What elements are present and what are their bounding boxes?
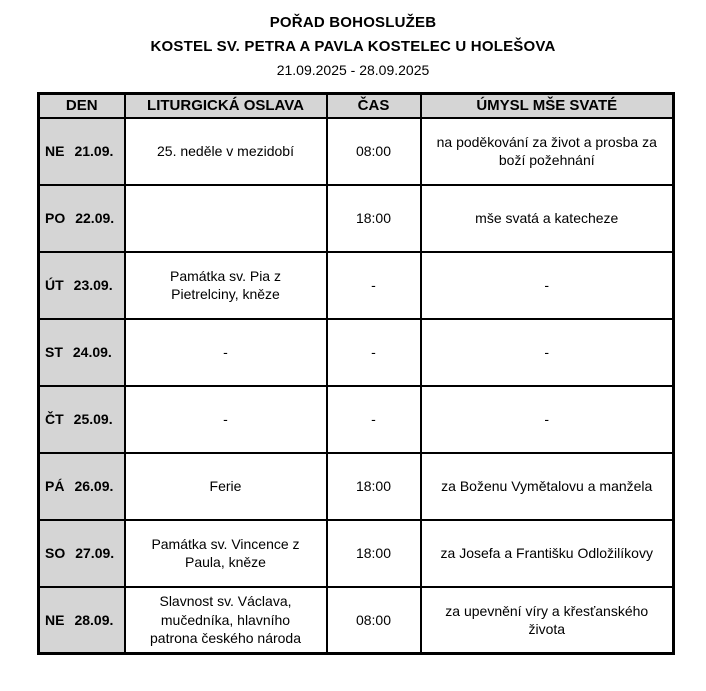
day-cell [39,185,125,252]
table-row [39,252,674,319]
day-cell [39,252,125,319]
table-row [39,386,674,453]
celebration-cell: Ferie [125,453,327,520]
table-row [39,453,674,520]
celebration-cell [125,185,327,252]
time-cell: 18:00 [327,453,421,520]
table-row [39,520,674,587]
celebration-cell: Slavnost sv. Václava, mučedníka, hlavního patrona českého národa [125,587,327,654]
day-cell [39,520,125,587]
intention-cell: na poděkování za život a prosba za boží požehnání [421,118,674,185]
day-date: 23.09. [73,276,113,293]
day-date: 28.09. [74,611,114,628]
day-date: 27.09. [75,544,115,561]
header-row [39,94,674,118]
day-abbr: ČT [45,410,64,427]
page-title: POŘAD BOHOSLUŽEB [269,14,437,31]
day-cell [39,386,125,453]
celebration-cell: Památka sv. Vincence z Paula, kněze [125,520,327,587]
day-abbr: NE [45,611,65,628]
table-row [39,118,674,185]
day-abbr: PO [45,209,66,226]
time-cell: - [327,319,421,386]
date-range: 21.09.2025 - 28.09.2025 [276,62,430,78]
time-cell: 08:00 [327,118,421,185]
time-cell: - [327,386,421,453]
celebration-cell: Památka sv. Pia z Pietrelciny, kněze [125,252,327,319]
intention-cell: - [421,252,674,319]
time-cell: 18:00 [327,185,421,252]
col-header-liturgicka-oslava: LITURGICKÁ OSLAVA [125,94,327,118]
day-abbr: PÁ [45,477,65,494]
table-row [39,587,674,654]
schedule-table [37,92,675,655]
day-cell [39,587,125,654]
day-date: 22.09. [75,209,115,226]
day-date: 25.09. [73,410,113,427]
document-header [0,0,706,78]
day-cell [39,118,125,185]
day-date: 24.09. [72,343,112,360]
intention-cell: - [421,319,674,386]
celebration-cell: 25. neděle v mezidobí [125,118,327,185]
table-row [39,319,674,386]
col-header-cas: ČAS [327,94,421,118]
intention-cell: za Boženu Vymětalovu a manžela [421,453,674,520]
time-cell: - [327,252,421,319]
celebration-cell: - [125,386,327,453]
day-date: 26.09. [74,477,114,494]
day-abbr: SO [45,544,66,561]
day-abbr: NE [45,142,65,159]
time-cell: 08:00 [327,587,421,654]
intention-cell: za upevnění víry a křesťanského života [421,587,674,654]
col-header-umysl-mse-svate: ÚMYSL MŠE SVATÉ [421,94,674,118]
col-header-den: DEN [39,94,125,118]
intention-cell: za Josefa a Františku Odložilíkovy [421,520,674,587]
day-cell [39,319,125,386]
church-name: KOSTEL SV. PETRA A PAVLA KOSTELEC U HOLEŠOVA [150,38,556,55]
table-row [39,185,674,252]
celebration-cell: - [125,319,327,386]
intention-cell: mše svatá a katecheze [421,185,674,252]
intention-cell: - [421,386,674,453]
time-cell: 18:00 [327,520,421,587]
day-abbr: ST [45,343,63,360]
day-date: 21.09. [74,142,114,159]
day-abbr: ÚT [45,276,64,293]
day-cell [39,453,125,520]
schedule-rows [39,118,674,654]
